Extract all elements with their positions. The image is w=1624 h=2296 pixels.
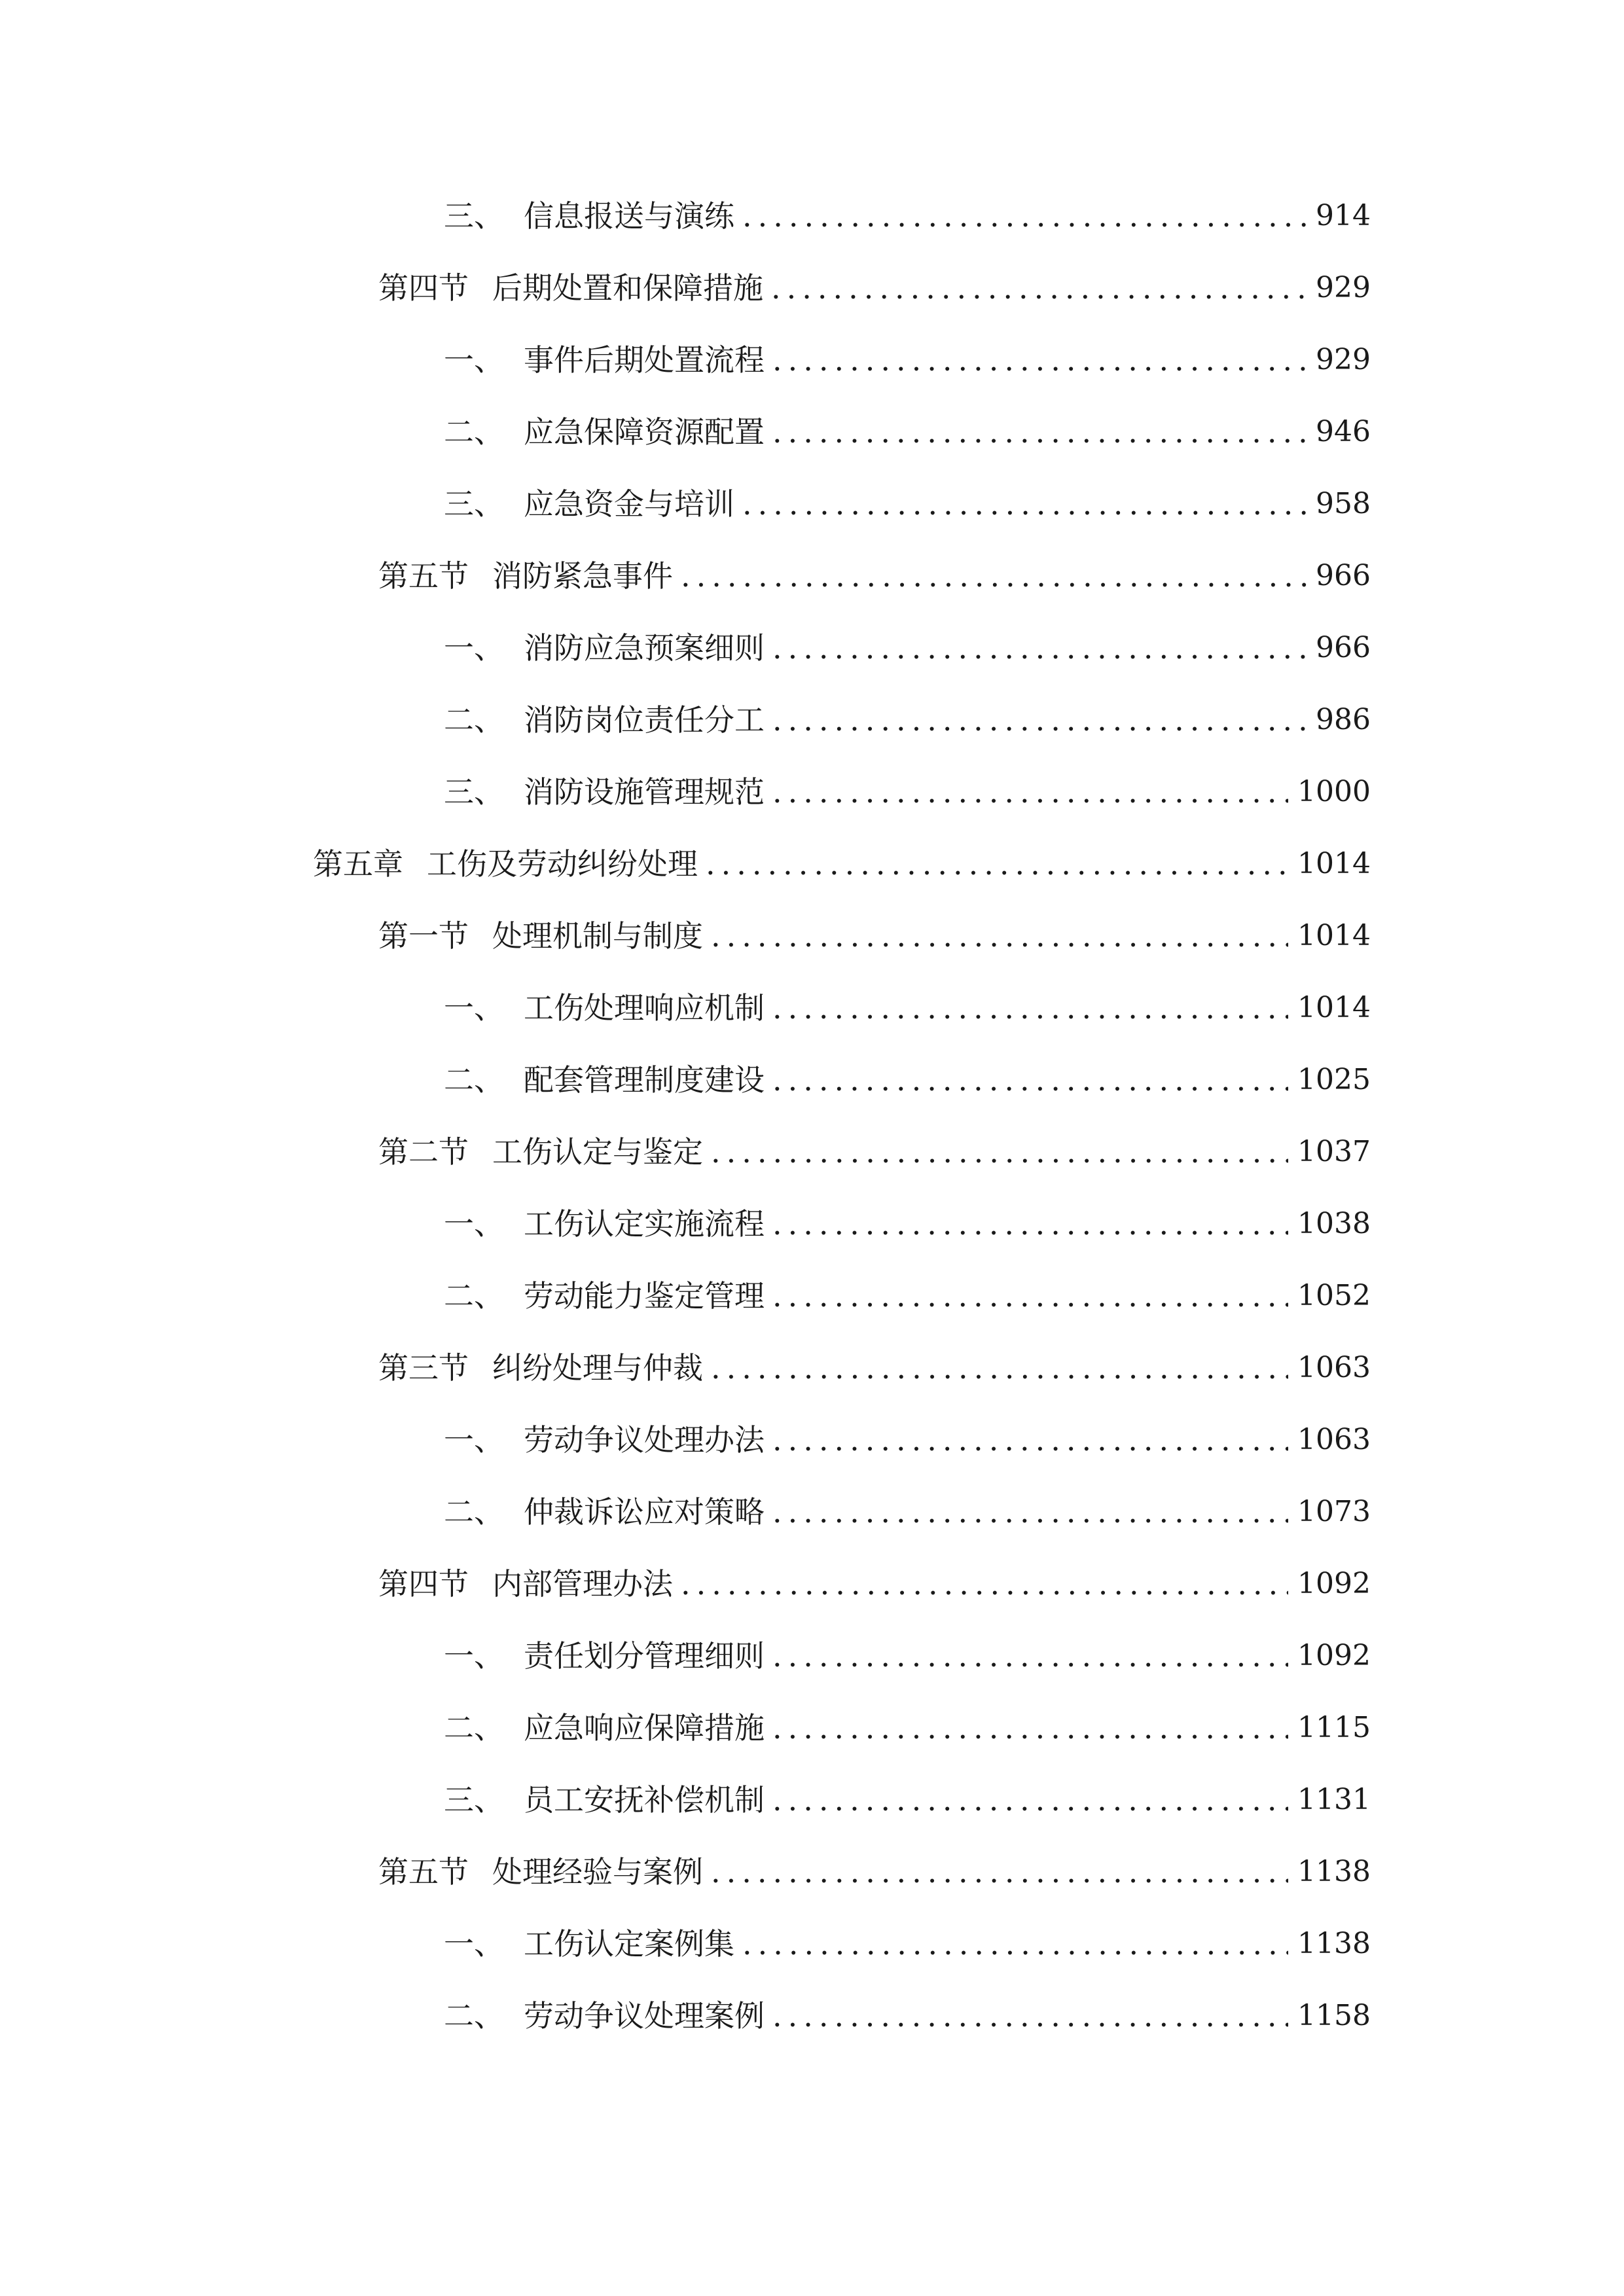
dot-leader: [772, 1705, 1288, 1751]
toc-entry[interactable]: [444, 481, 1371, 527]
toc-page-number: 1063: [1297, 1351, 1371, 1384]
toc-title: 后期处置和保障措施: [492, 270, 763, 306]
toc-entry[interactable]: [444, 1417, 1371, 1463]
toc-title: 纠纷处理与仲裁: [492, 1350, 703, 1386]
toc-entry[interactable]: [444, 1633, 1371, 1679]
toc-number: 第五节: [378, 1854, 469, 1890]
toc-page-number: 1092: [1297, 1639, 1371, 1672]
toc-label: [444, 1705, 765, 1751]
dot-leader: [772, 625, 1307, 671]
toc-label: [313, 841, 698, 887]
toc-page-number: 1131: [1297, 1783, 1371, 1816]
toc-page-number: 966: [1316, 559, 1371, 592]
toc-title: 员工安抚补偿机制: [524, 1782, 765, 1818]
dot-leader: [772, 1993, 1288, 2039]
toc-entry[interactable]: [444, 985, 1371, 1031]
toc-entry[interactable]: [444, 1057, 1371, 1103]
dot-leader: [706, 841, 1288, 887]
toc-label: [444, 1633, 765, 1679]
toc-label: [444, 1057, 765, 1103]
toc-page-number: 1037: [1297, 1135, 1371, 1168]
toc-page-number: 1158: [1297, 1999, 1371, 2032]
toc-entry[interactable]: [444, 625, 1371, 671]
toc-number: 三、: [444, 774, 504, 810]
toc-label: [378, 913, 703, 959]
toc-number: 二、: [444, 1494, 504, 1530]
toc-entry[interactable]: [378, 913, 1371, 959]
toc-entry[interactable]: [444, 1273, 1371, 1319]
dot-leader: [711, 1129, 1288, 1175]
toc-number: 二、: [444, 1278, 504, 1314]
toc-entry[interactable]: [444, 1993, 1371, 2039]
toc-page-number: 946: [1316, 415, 1371, 448]
toc-label: [378, 1561, 673, 1607]
toc-page-number: 1092: [1297, 1567, 1371, 1600]
toc-title: 工伤认定案例集: [524, 1926, 734, 1962]
toc-entry[interactable]: [444, 337, 1371, 383]
toc-title: 劳动争议处理办法: [524, 1422, 765, 1458]
toc-title: 消防紧急事件: [492, 558, 673, 594]
toc-number: 三、: [444, 486, 504, 522]
toc-title: 仲裁诉讼应对策略: [524, 1494, 765, 1530]
toc-page-number: 1052: [1297, 1279, 1371, 1312]
toc-title: 工伤处理响应机制: [524, 990, 765, 1026]
toc-label: [444, 1777, 765, 1823]
dot-leader: [742, 1921, 1288, 1967]
toc-title: 配套管理制度建设: [524, 1062, 765, 1098]
toc-label: [378, 1345, 703, 1391]
toc-label: [378, 1849, 703, 1895]
toc-page-number: 1115: [1297, 1711, 1371, 1744]
toc-entry[interactable]: [444, 193, 1371, 239]
dot-leader: [711, 1345, 1288, 1391]
toc-title: 责任划分管理细则: [524, 1638, 765, 1674]
toc-number: 二、: [444, 1710, 504, 1746]
toc-entry[interactable]: [378, 265, 1371, 311]
dot-leader: [742, 193, 1307, 239]
toc-title: 事件后期处置流程: [524, 342, 765, 378]
toc-number: 一、: [444, 1422, 504, 1458]
toc-title: 应急保障资源配置: [524, 414, 765, 450]
toc-entry[interactable]: [378, 553, 1371, 599]
toc-page-number: 1138: [1297, 1855, 1371, 1888]
toc-page-number: 966: [1316, 631, 1371, 664]
toc-entry[interactable]: [378, 1129, 1371, 1175]
toc-entry[interactable]: [444, 769, 1371, 815]
dot-leader: [681, 553, 1307, 599]
toc-page-number: 929: [1316, 343, 1371, 376]
dot-leader: [772, 1489, 1288, 1535]
toc-entry[interactable]: [313, 841, 1371, 887]
toc-label: [444, 625, 765, 671]
toc-page-number: 1000: [1297, 775, 1371, 808]
toc-entry[interactable]: [378, 1561, 1371, 1607]
toc-label: [444, 1921, 734, 1967]
toc-title: 劳动能力鉴定管理: [524, 1278, 765, 1314]
toc-entry[interactable]: [444, 1777, 1371, 1823]
toc-title: 消防应急预案细则: [524, 630, 765, 666]
toc-number: 一、: [444, 1638, 504, 1674]
toc-label: [444, 769, 765, 815]
toc-label: [444, 985, 765, 1031]
toc-label: [444, 1273, 765, 1319]
toc-number: 二、: [444, 1062, 504, 1098]
dot-leader: [772, 1633, 1288, 1679]
dot-leader: [711, 913, 1288, 959]
toc-entry[interactable]: [444, 697, 1371, 743]
toc-label: [444, 1201, 765, 1247]
toc-page-number: 1014: [1297, 847, 1371, 880]
toc-number: 第三节: [378, 1350, 469, 1386]
toc-label: [378, 265, 763, 311]
dot-leader: [772, 697, 1307, 743]
dot-leader: [711, 1849, 1288, 1895]
toc-page-number: 1073: [1297, 1495, 1371, 1528]
dot-leader: [772, 769, 1288, 815]
dot-leader: [681, 1561, 1288, 1607]
toc-title: 消防设施管理规范: [524, 774, 765, 810]
toc-label: [444, 1993, 765, 2039]
toc-title: 处理机制与制度: [492, 918, 703, 954]
toc-number: 第二节: [378, 1134, 469, 1170]
toc-number: 第一节: [378, 918, 469, 954]
toc-entry[interactable]: [444, 1201, 1371, 1247]
toc-number: 一、: [444, 1206, 504, 1242]
toc-number: 一、: [444, 630, 504, 666]
toc-page-number: 1063: [1297, 1423, 1371, 1456]
toc-page-number: 914: [1316, 199, 1371, 232]
toc-number: 二、: [444, 1998, 504, 2034]
dot-leader: [772, 1777, 1288, 1823]
toc-title: 工伤认定与鉴定: [492, 1134, 703, 1170]
toc-number: 第四节: [378, 1566, 469, 1602]
toc-title: 内部管理办法: [492, 1566, 673, 1602]
toc-title: 处理经验与案例: [492, 1854, 703, 1890]
dot-leader: [742, 481, 1307, 527]
toc-title: 信息报送与演练: [524, 198, 734, 234]
toc-label: [444, 697, 765, 743]
toc-title: 劳动争议处理案例: [524, 1998, 765, 2034]
toc-number: 第五节: [378, 558, 469, 594]
toc-number: 第四节: [378, 270, 469, 306]
toc-page-number: 929: [1316, 271, 1371, 304]
toc-number: 二、: [444, 414, 504, 450]
toc-title: 应急响应保障措施: [524, 1710, 765, 1746]
toc-number: 一、: [444, 342, 504, 378]
dot-leader: [772, 985, 1288, 1031]
toc-label: [444, 1417, 765, 1463]
toc-number: 第五章: [313, 846, 403, 882]
toc-page-number: 1014: [1297, 919, 1371, 952]
toc-title: 应急资金与培训: [524, 486, 734, 522]
dot-leader: [772, 337, 1307, 383]
toc-label: [444, 409, 765, 455]
dot-leader: [772, 1201, 1288, 1247]
toc-label: [444, 481, 734, 527]
dot-leader: [772, 1057, 1288, 1103]
dot-leader: [772, 409, 1307, 455]
toc-entry[interactable]: [378, 1849, 1371, 1895]
toc-label: [444, 337, 765, 383]
dot-leader: [772, 1273, 1288, 1319]
toc-number: 三、: [444, 1782, 504, 1818]
toc-label: [378, 553, 673, 599]
toc-entry[interactable]: [444, 1705, 1371, 1751]
toc-number: 一、: [444, 990, 504, 1026]
toc-entry[interactable]: [444, 1489, 1371, 1535]
toc-label: [444, 193, 734, 239]
toc-number: 二、: [444, 702, 504, 738]
toc-number: 一、: [444, 1926, 504, 1962]
toc-number: 三、: [444, 198, 504, 234]
toc-page-number: 958: [1316, 487, 1371, 520]
dot-leader: [771, 265, 1307, 311]
toc-page-number: 1014: [1297, 991, 1371, 1024]
dot-leader: [772, 1417, 1288, 1463]
toc-title: 工伤及劳动纠纷处理: [427, 846, 698, 882]
toc-label: [444, 1489, 765, 1535]
toc-entry[interactable]: [378, 1345, 1371, 1391]
toc-page-number: 986: [1316, 703, 1371, 736]
toc-entry[interactable]: [444, 409, 1371, 455]
toc-label: [378, 1129, 703, 1175]
toc-page-number: 1138: [1297, 1927, 1371, 1960]
toc-title: 工伤认定实施流程: [524, 1206, 765, 1242]
toc-page-number: 1025: [1297, 1063, 1371, 1096]
toc-title: 消防岗位责任分工: [524, 702, 765, 738]
toc-entry[interactable]: [444, 1921, 1371, 1967]
toc-page-number: 1038: [1297, 1207, 1371, 1240]
